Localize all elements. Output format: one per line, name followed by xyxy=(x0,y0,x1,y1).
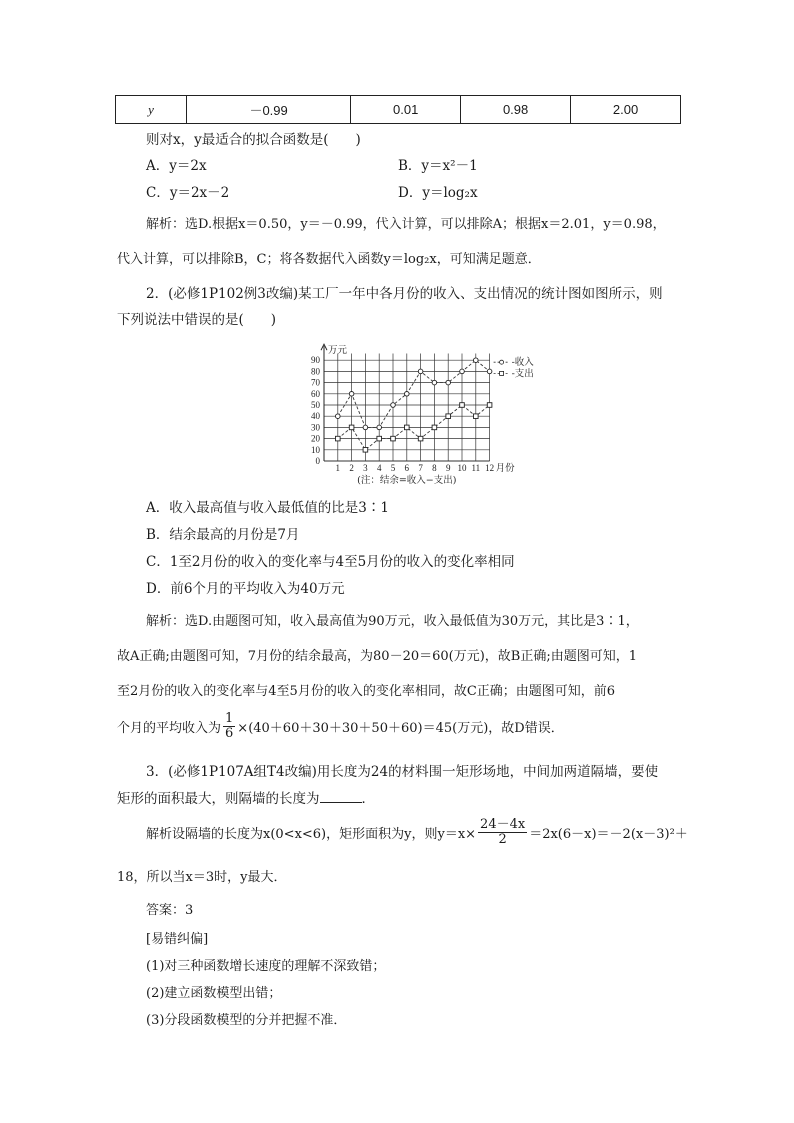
q3-analysis-prefix: 解析设隔墙的长度为x(0<x<6)，矩形面积为y，则y＝x× xyxy=(146,826,477,842)
x-tick-label: 2 xyxy=(349,463,354,473)
table-cell: －0.99 xyxy=(187,96,351,124)
y-tick-label: 20 xyxy=(311,433,320,444)
q2-option-b: B．结余最高的月份是7月 xyxy=(146,527,300,543)
answer-blank xyxy=(320,790,362,803)
y-tick-label: 0 xyxy=(315,456,320,466)
y-tick-label: 90 xyxy=(311,355,320,366)
income-point xyxy=(446,380,451,385)
fraction xyxy=(223,712,235,740)
q2-stem-line1: 2．(必修1P102例3改编)某工厂一年中各月份的收入、支出情况的统计图如图所示，则 xyxy=(146,286,663,302)
q3-answer: 答案：3 xyxy=(146,903,194,918)
expense-point xyxy=(487,403,492,408)
fraction-numerator: 1 xyxy=(225,711,234,726)
y-tick-label: 10 xyxy=(311,444,320,455)
x-tick-label: 5 xyxy=(390,463,396,473)
q3-analysis-line2: 18，所以当x＝3时，y最大． xyxy=(117,870,287,885)
q1-analysis-line2: 代入计算，可以排除B，C；将各数据代入函数y＝log₂x，可知满足题意． xyxy=(117,252,541,267)
y-tick-label: 30 xyxy=(311,422,320,433)
y-tick-label: 60 xyxy=(311,388,320,399)
chart-note: (注：结余=收入−支出) xyxy=(357,475,457,486)
income-point xyxy=(391,403,396,408)
legend-marker-income xyxy=(500,360,504,364)
legend-marker-expense xyxy=(500,371,504,375)
q2-analysis-prefix: 个月的平均收入为 xyxy=(117,720,222,736)
row-label: y xyxy=(116,96,187,124)
x-tick-label: 1 xyxy=(335,463,341,473)
q2-analysis-line2: 故A正确;由题图可知，7月份的结余最高，为80－20＝60(万元)，故B正确;由题图可知，1 xyxy=(117,649,638,664)
expense-point xyxy=(432,425,437,430)
fraction-denominator: 2 xyxy=(498,831,507,847)
q2-stem-line2: 下列说法中错误的是( ) xyxy=(117,312,277,328)
y-tick-label: 40 xyxy=(311,411,320,422)
q1-option-c: C．y＝2x－2 xyxy=(146,185,230,201)
x-tick-label: 11 xyxy=(471,463,481,473)
expense-point xyxy=(460,403,465,408)
y-tick-label: 70 xyxy=(311,377,320,388)
q3-stem-end: ． xyxy=(361,791,375,807)
q1-option-a: A．y＝2x xyxy=(146,158,207,174)
error-item-1: (1)对三种函数增长速度的理解不深致错； xyxy=(146,959,386,974)
q2-option-d: D．前6个月的平均收入为40万元 xyxy=(146,581,345,597)
q1-analysis-line1: 解析：选D.根据x＝0.50，y＝－0.99，代入计算，可以排除A；根据x＝2.01，y＝0.98， xyxy=(146,217,666,232)
income-point xyxy=(363,425,368,430)
income-point xyxy=(432,380,437,385)
income-point xyxy=(349,392,354,397)
x-axis-label: 月份 xyxy=(495,463,515,474)
xy-table xyxy=(115,95,681,124)
q1-option-b: B．y＝x²－1 xyxy=(398,158,478,174)
q1-stem: 则对x，y最适合的拟合函数是( ) xyxy=(146,132,361,148)
x-tick-label: 12 xyxy=(485,463,495,473)
q3-analysis-suffix: ＝2x(6－x)＝－2(x－3)²＋ xyxy=(529,826,688,842)
income-point xyxy=(487,369,492,374)
expense-point xyxy=(377,436,382,441)
expense-point xyxy=(405,425,410,430)
y-tick-label: 80 xyxy=(311,366,320,377)
table-row xyxy=(116,96,681,124)
x-tick-label: 6 xyxy=(404,463,410,473)
income-point xyxy=(377,425,382,430)
expense-point xyxy=(391,436,396,441)
q2-analysis-line4 xyxy=(117,712,564,740)
q3-stem-line1: 3．(必修1P107A组T4改编)用长度为24的材料围一矩形场地，中间加两道隔墙，要使 xyxy=(146,764,659,780)
income-point xyxy=(418,369,423,374)
q3-stem-line2 xyxy=(117,787,375,807)
fraction xyxy=(478,818,527,846)
x-tick-label: 9 xyxy=(445,463,451,473)
error-item-2: (2)建立函数模型出错； xyxy=(146,986,282,1001)
q3-stem-text: 矩形的面积最大，则隔墙的长度为 xyxy=(117,791,320,807)
q2-analysis-line1: 解析：选D.由题图可知，收入最高值为90万元，收入最低值为30万元，其比是3∶1， xyxy=(146,614,639,629)
q2-analysis-line3: 至2月份的收入的变化率与4至5月份的收入的变化率相同，故C正确；由题图可知，前6 xyxy=(117,684,616,699)
x-tick-label: 4 xyxy=(376,463,382,473)
legend-expense-label: -支出 xyxy=(511,368,534,380)
x-tick-label: 3 xyxy=(363,463,368,473)
y-tick-label: 50 xyxy=(311,400,320,410)
income-expense-chart xyxy=(290,333,534,488)
fraction-denominator: 6 xyxy=(225,725,234,741)
income-point xyxy=(474,358,479,363)
fraction-numerator: 24－4x xyxy=(480,817,526,832)
error-item-3: (3)分段函数模型的分并把握不准． xyxy=(146,1013,347,1028)
table-cell: 0.98 xyxy=(461,96,571,124)
table-cell: 0.01 xyxy=(351,96,461,124)
error-section-title: [易错纠偏] xyxy=(146,932,209,947)
expense-point xyxy=(336,436,341,441)
x-tick-label: 8 xyxy=(432,463,437,473)
legend-income-label: -收入 xyxy=(511,357,534,369)
expense-point xyxy=(363,448,368,453)
income-point xyxy=(336,414,341,419)
table-cell: 2.00 xyxy=(571,96,681,124)
expense-point xyxy=(418,436,423,441)
expense-point xyxy=(349,425,354,430)
q1-option-d: D．y＝log₂x xyxy=(398,185,478,201)
x-tick-label: 7 xyxy=(418,463,423,473)
q2-option-a: A．收入最高值与收入最低值的比是3∶1 xyxy=(146,500,389,516)
expense-point xyxy=(474,414,479,419)
x-tick-label: 10 xyxy=(457,463,467,473)
q3-analysis-line1 xyxy=(146,818,688,846)
y-axis-label: 万元 xyxy=(328,345,348,357)
income-point xyxy=(460,369,465,374)
q2-analysis-suffix: ×(40＋60＋30＋30＋50＋60)＝45(万元)，故D错误． xyxy=(237,720,564,736)
expense-point xyxy=(446,414,451,419)
q2-option-c: C．1至2月份的收入的变化率与4至5月份的收入的变化率相同 xyxy=(146,554,515,570)
income-point xyxy=(405,392,410,397)
